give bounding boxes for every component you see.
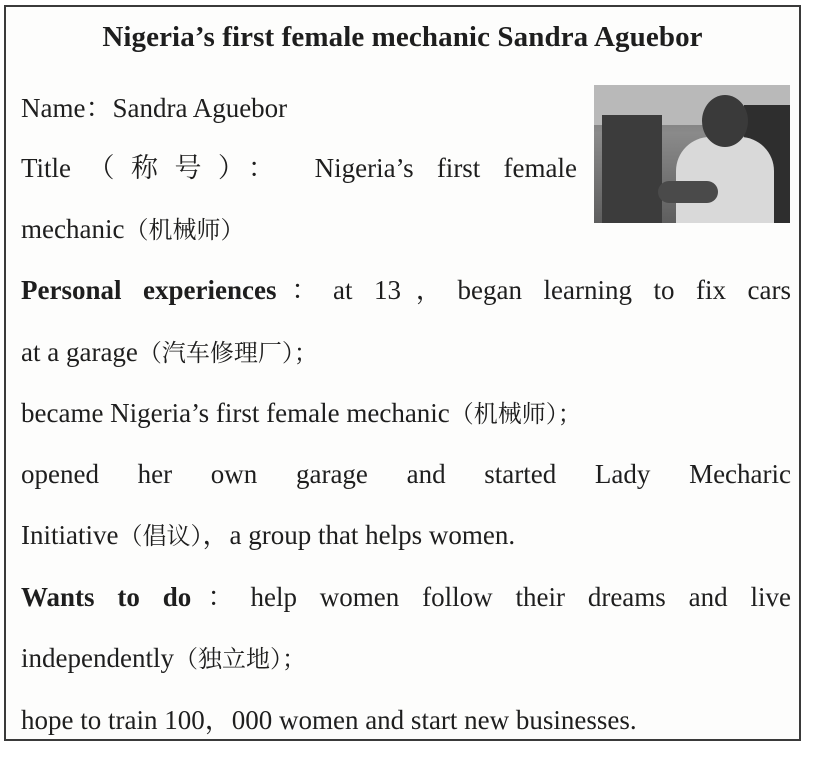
wants-row-2 (21, 641, 306, 676)
experiences-line-5-zh: （倡议） (118, 522, 203, 550)
wants-line-2-zh: （独立地）； (173, 645, 306, 673)
info-card (4, 5, 801, 741)
wants-line-1: help women follow their dreams and live (250, 582, 791, 612)
experiences-line-2-zh: （汽车修理厂）； (137, 339, 318, 367)
experiences-row-4 (21, 457, 791, 491)
experiences-line-3-zh: （机械师）； (449, 400, 582, 428)
experiences-sep: ： (276, 275, 333, 305)
experiences-line-1: at 13，began learning to fix cars (333, 275, 791, 305)
title-label: Title（称号）： (21, 153, 292, 183)
wants-row-1 (21, 580, 791, 614)
wants-row-3 (21, 703, 637, 737)
experiences-line-2: at a garage (21, 337, 138, 367)
experiences-line-5b: ，a group that helps women. (202, 520, 516, 550)
title-value-line-2: mechanic (21, 214, 125, 244)
experiences-row-2 (21, 335, 318, 370)
experiences-row-3 (21, 396, 582, 431)
experiences-line-4: opened her own garage and started Lady Mecharic (21, 459, 791, 489)
name-row (21, 91, 287, 125)
experiences-row-5 (21, 518, 515, 553)
title-value-zh: （机械师） (124, 216, 245, 244)
wants-line-3: hope to train 100，000 women and start new businesses. (21, 705, 637, 735)
title-row-1 (21, 151, 577, 185)
wants-label: Wants to do (21, 582, 192, 612)
experiences-line-3: became Nigeria’s first female mechanic (21, 398, 450, 428)
experiences-line-5a: Initiative (21, 520, 119, 550)
title-value-line-1: Nigeria’s first female (314, 153, 577, 183)
experiences-label: Personal experiences (21, 275, 277, 305)
title-row-2 (21, 212, 244, 247)
experiences-row-1 (21, 273, 791, 307)
wants-sep: ： (191, 582, 251, 612)
portrait-photo (594, 85, 790, 223)
name-label: Name： (21, 93, 113, 123)
card-title: Nigeria’s first female mechanic Sandra Aguebor (102, 21, 703, 53)
name-value: Sandra Aguebor (112, 93, 288, 123)
wants-line-2: independently (21, 643, 174, 673)
